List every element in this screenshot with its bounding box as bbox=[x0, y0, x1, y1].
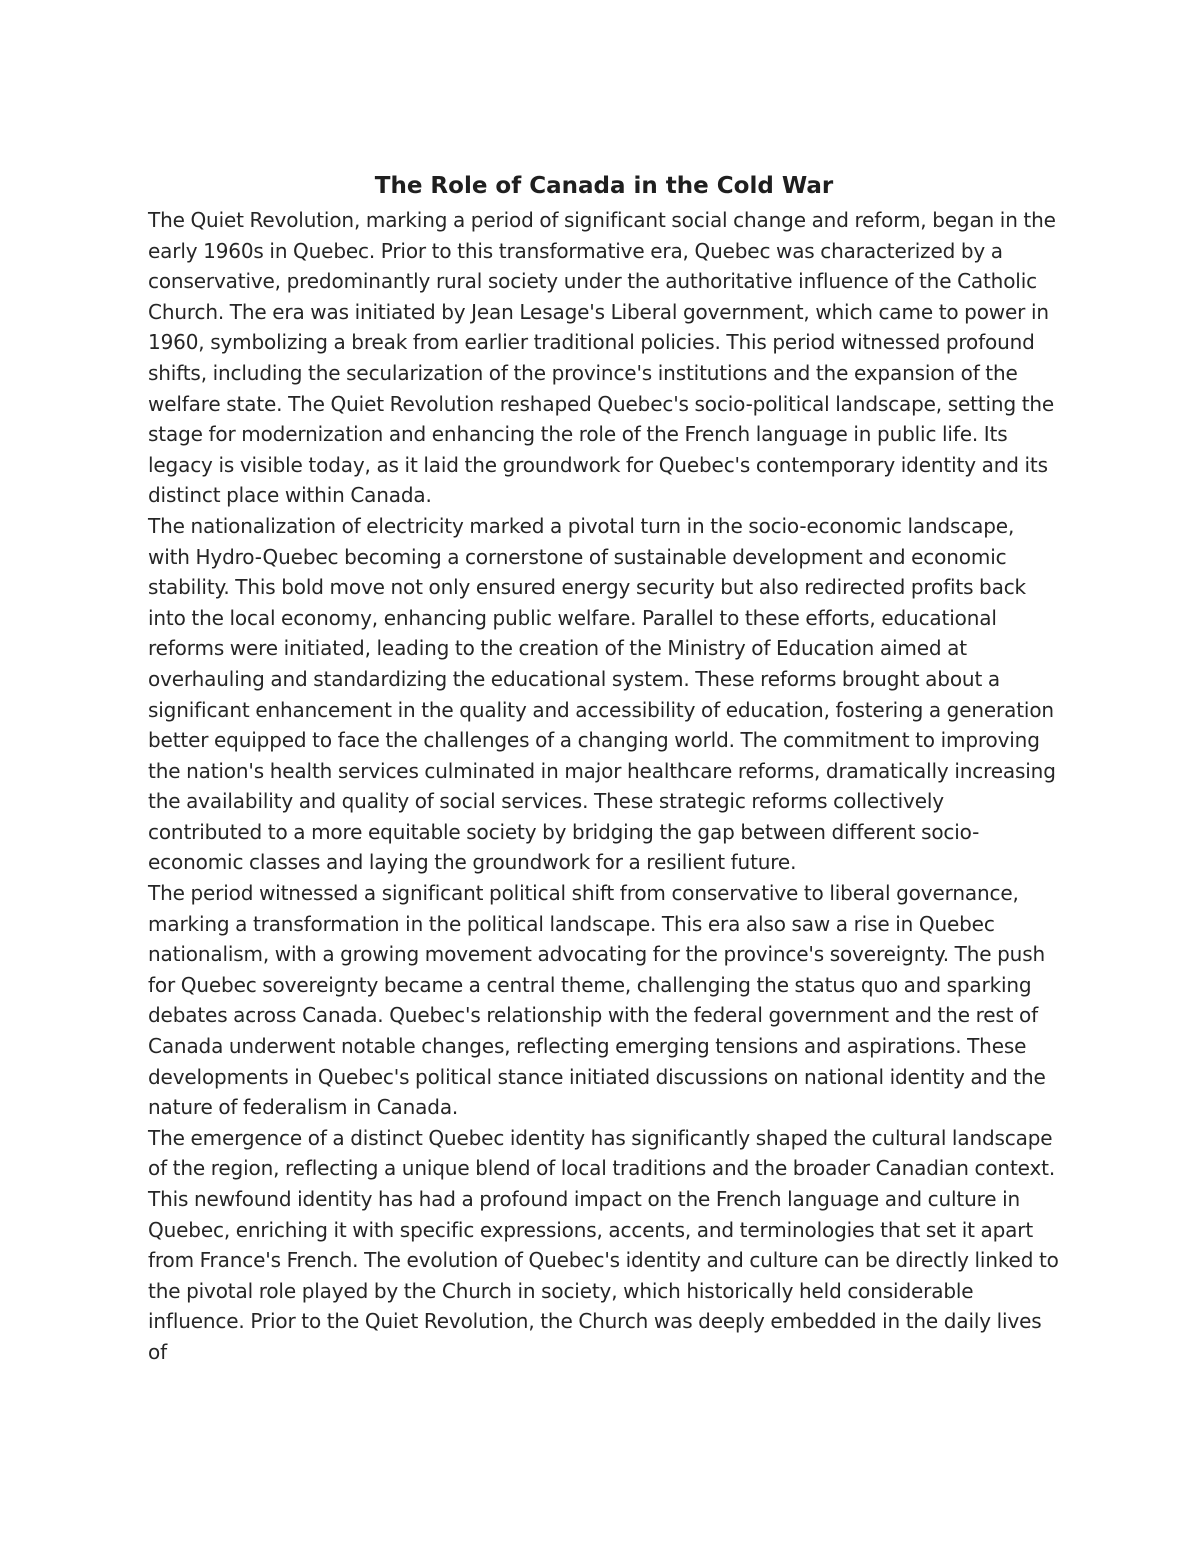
paragraph-quebec-identity: The emergence of a distinct Quebec identity has significantly shaped the cultural landscape of the region, reflecting a unique blend of local traditions and the broader Canadian context. This newfound identity has had a profound impact on the French language and culture in Quebec, enriching it with specific expressions, accents, and terminologies that set it apart from France's French. The evolution of Quebec's identity and culture can be directly linked to the pivotal role played by the Church in society, which historically held considerable influence. Prior to the Quiet Revolution, the Church was deeply embedded in the daily lives of bbox=[148, 1125, 1059, 1364]
document-body bbox=[148, 168, 1060, 1368]
document-title: The Role of Canada in the Cold War bbox=[374, 173, 834, 199]
paragraph-political-shift: The period witnessed a significant political shift from conservative to liberal governance, marking a transformation in the political landscape. This era also saw a rise in Quebec nationalism, with a growing movement advocating for the province's sovereignty. The push for Quebec sovereignty became a central theme, challenging the status quo and sparking debates across Canada. Quebec's relationship with the federal government and the rest of Canada underwent notable changes, reflecting emerging tensions and aspirations. These developments in Quebec's political stance initiated discussions on national identity and the nature of federalism in Canada. bbox=[148, 881, 1046, 1120]
paragraph-quiet-revolution: The Quiet Revolution, marking a period of significant social change and reform, began in the early 1960s in Quebec. Prior to this transformative era, Quebec was characterized by a conservative, predominantly rural society under the authoritative influence of the Catholic Church. The era was initiated by Jean Lesage's Liberal government, which came to power in 1960, symbolizing a break from earlier traditional policies. This period witnessed profound shifts, including the secularization of the province's institutions and the expansion of the welfare state. The Quiet Revolution reshaped Quebec's socio-political landscape, setting the stage for modernization and enhancing the role of the French language in public life. Its legacy is visible today, as it laid the groundwork for Quebec's contemporary identity and its distinct place within Canada. bbox=[148, 208, 1056, 508]
paragraph-nationalization-reforms: The nationalization of electricity marked a pivotal turn in the socio-economic landscape, with Hydro-Quebec becoming a cornerstone of sustainable development and economic stability. This bold move not only ensured energy security but also redirected profits back into the local economy, enhancing public welfare. Parallel to these efforts, educational reforms were initiated, leading to the creation of the Ministry of Education aimed at overhauling and standardizing the educational system. These reforms brought about a significant enhancement in the quality and accessibility of education, fostering a generation better equipped to face the challenges of a changing world. The commitment to improving the nation's health services culminated in major healthcare reforms, dramatically increasing the availability and quality of social services. These strategic reforms collectively contributed to a more equitable society by bridging the gap between different socio-economic classes and laying the groundwork for a resilient future. bbox=[148, 513, 1056, 875]
